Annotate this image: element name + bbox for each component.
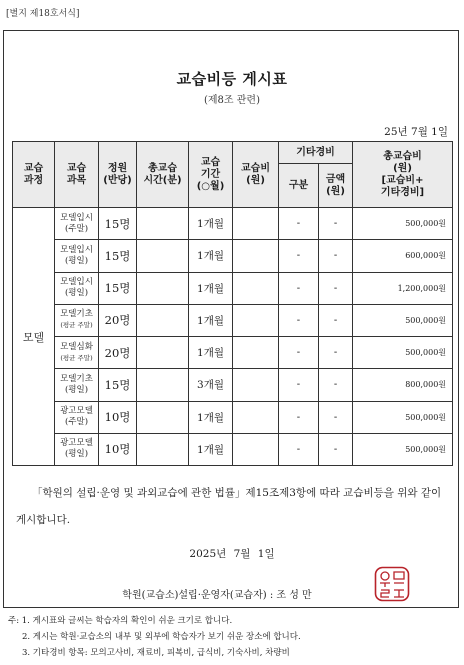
subject-cell: 모델심화 (평균 주말)	[55, 337, 99, 369]
subject-cell: 모델입시 (주말)	[55, 208, 99, 240]
total-hours-cell	[137, 369, 189, 401]
header-subject: 교습 과목	[55, 142, 99, 208]
other-type-cell: -	[279, 401, 319, 433]
subject-cell: 모델기초 (평균 주말)	[55, 304, 99, 336]
subject-cell: 모델기초 (평일)	[55, 369, 99, 401]
capacity-cell: 20명	[99, 304, 137, 336]
total-cell: 500,000원	[353, 337, 453, 369]
total-hours-cell	[137, 208, 189, 240]
footnote-2: 2. 게시는 학원·교습소의 내부 및 외부에 학습자가 보기 쉬운 장소에 합니다.	[22, 632, 301, 642]
other-amount-cell: -	[319, 369, 353, 401]
table-row	[13, 304, 453, 336]
other-type-cell: -	[279, 304, 319, 336]
total-hours-cell	[137, 240, 189, 272]
footnote-3: 3. 기타경비 항목: 모의고사비, 재료비, 피복비, 급식비, 기숙사비, 차량비	[22, 648, 290, 658]
signing-date: 2025년 7월 1일	[189, 548, 275, 560]
period-cell: 1개월	[189, 240, 233, 272]
total-cell: 500,000원	[353, 208, 453, 240]
total-cell: 1,200,000원	[353, 272, 453, 304]
period-cell: 1개월	[189, 272, 233, 304]
header-total-hours: 총교습 시간(분)	[137, 142, 189, 208]
capacity-cell: 15명	[99, 208, 137, 240]
other-amount-cell: -	[319, 208, 353, 240]
subject-cell: 모델입시 (평일)	[55, 272, 99, 304]
header-other-expenses: 기타경비	[279, 142, 353, 164]
table-row	[13, 208, 453, 240]
period-cell: 1개월	[189, 401, 233, 433]
tuition-cell	[233, 401, 279, 433]
header-period: 교습 기간 (○월)	[189, 142, 233, 208]
total-cell: 500,000원	[353, 401, 453, 433]
total-cell: 500,000원	[353, 433, 453, 465]
tuition-cell	[233, 272, 279, 304]
form-number: [별지 제18호서식]	[6, 9, 80, 19]
other-type-cell: -	[279, 337, 319, 369]
header-tuition: 교습비 (원)	[233, 142, 279, 208]
other-type-cell: -	[279, 369, 319, 401]
total-hours-cell	[137, 433, 189, 465]
header-course: 교습 과정	[13, 142, 55, 208]
tuition-cell	[233, 337, 279, 369]
header-other-type: 구분	[279, 164, 319, 208]
period-cell: 1개월	[189, 433, 233, 465]
total-hours-cell	[137, 401, 189, 433]
tuition-cell	[233, 433, 279, 465]
tuition-cell	[233, 208, 279, 240]
period-cell: 1개월	[189, 304, 233, 336]
capacity-cell: 20명	[99, 337, 137, 369]
subject-cell: 모델입시 (평일)	[55, 240, 99, 272]
total-cell: 600,000원	[353, 240, 453, 272]
total-hours-cell	[137, 304, 189, 336]
table-row	[13, 433, 453, 465]
subject-cell: 광고모델 (평일)	[55, 433, 99, 465]
capacity-cell: 15명	[99, 240, 137, 272]
table-row	[13, 369, 453, 401]
official-seal-stamp	[374, 566, 410, 602]
period-cell: 1개월	[189, 337, 233, 369]
other-amount-cell: -	[319, 401, 353, 433]
period-cell: 1개월	[189, 208, 233, 240]
capacity-cell: 15명	[99, 272, 137, 304]
total-cell: 500,000원	[353, 304, 453, 336]
table-row	[13, 401, 453, 433]
other-amount-cell: -	[319, 337, 353, 369]
other-type-cell: -	[279, 208, 319, 240]
other-amount-cell: -	[319, 240, 353, 272]
page-subtitle: (제8조 관련)	[204, 95, 260, 106]
total-cell: 800,000원	[353, 369, 453, 401]
table-row	[13, 272, 453, 304]
capacity-cell: 10명	[99, 401, 137, 433]
other-type-cell: -	[279, 272, 319, 304]
other-type-cell: -	[279, 240, 319, 272]
other-amount-cell: -	[319, 433, 353, 465]
other-amount-cell: -	[319, 272, 353, 304]
total-hours-cell	[137, 272, 189, 304]
header-other-amount: 금액 (원)	[319, 164, 353, 208]
fee-table	[12, 141, 453, 466]
course-cell: 모델	[13, 208, 55, 466]
footnote-1: 주: 1. 게시표와 글씨는 학습자의 확인이 쉬운 크기로 합니다.	[8, 616, 233, 626]
footnotes	[8, 613, 301, 661]
table-row	[13, 240, 453, 272]
period-cell: 3개월	[189, 369, 233, 401]
tuition-cell	[233, 240, 279, 272]
page-title: 교습비등 게시표	[176, 70, 288, 88]
other-type-cell: -	[279, 433, 319, 465]
posted-date: 25년 7월 1일	[384, 126, 448, 138]
table-row	[13, 337, 453, 369]
subject-cell: 광고모델 (주말)	[55, 401, 99, 433]
tuition-cell	[233, 304, 279, 336]
total-hours-cell	[137, 337, 189, 369]
header-capacity: 정원 (반당)	[99, 142, 137, 208]
header-total: 총교습비 (원) [교습비+ 기타경비]	[353, 142, 453, 208]
other-amount-cell: -	[319, 304, 353, 336]
tuition-cell	[233, 369, 279, 401]
capacity-cell: 10명	[99, 433, 137, 465]
legal-statement: 「학원의 설립·운영 및 과외교습에 관한 법률」제15조제3항에 따라 교습비등을 위와 같이 게시합니다.	[16, 487, 442, 526]
signer-line: 학원(교습소)설립·운영자(교습자) : 조 성 만	[122, 590, 312, 601]
capacity-cell: 15명	[99, 369, 137, 401]
